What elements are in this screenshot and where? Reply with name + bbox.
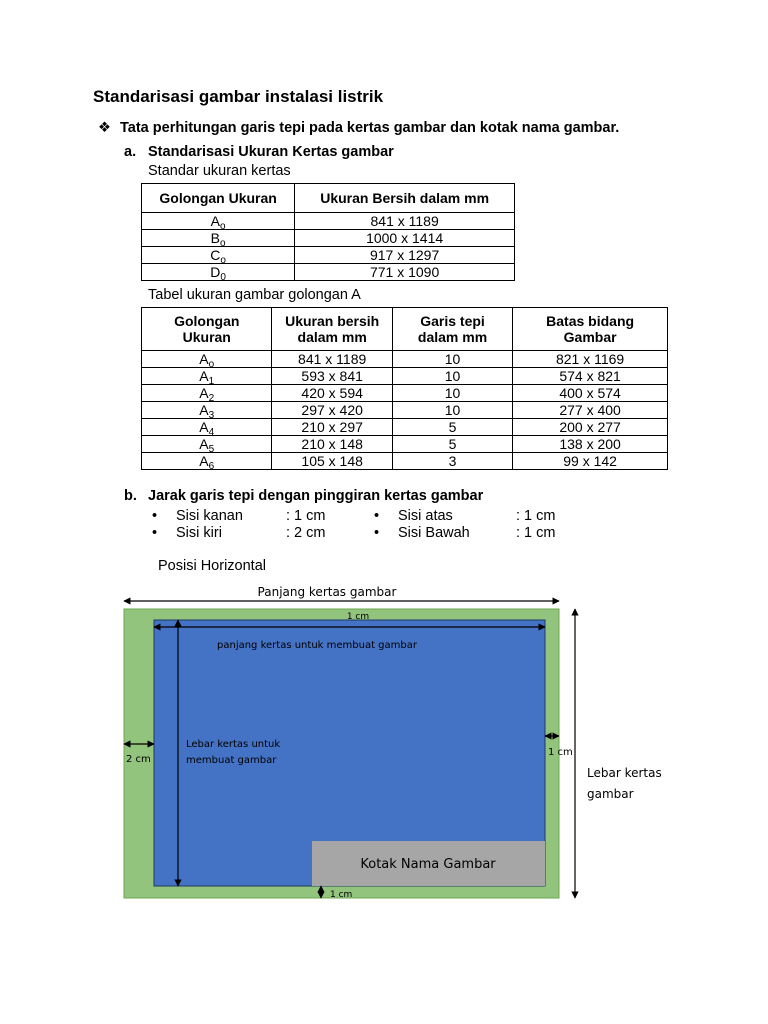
section-b-letter: b. <box>124 488 137 504</box>
table-cell-batas: 277 x 400 <box>513 402 668 419</box>
table-cell-ukuran: 771 x 1090 <box>295 264 515 281</box>
table-cell-garis-tepi: 3 <box>392 453 512 470</box>
drawing-width-label-1: Lebar kertas untuk <box>186 739 281 750</box>
paper-width-label-1: Lebar kertas <box>587 766 662 780</box>
drawing-length-label: panjang kertas untuk membuat gambar <box>217 640 417 651</box>
table-cell-ukuran: 1000 x 1414 <box>295 230 515 247</box>
table-cell-golongan: $A_6$ <box>142 453 272 470</box>
table-cell-batas: 99 x 142 <box>513 453 668 470</box>
table-cell-batas: 574 x 821 <box>513 368 668 385</box>
diamond-bullet-icon: ❖ <box>98 120 111 136</box>
list-item-label: Sisi kanan <box>176 508 243 524</box>
table-cell-golongan: $A_o$ <box>142 213 295 230</box>
section-a-letter: a. <box>124 144 137 160</box>
table-cell-golongan: $A_2$ <box>142 385 272 402</box>
bottom-margin-label: 1 cm <box>330 890 353 900</box>
paper-length-label: Panjang kertas gambar <box>257 585 397 599</box>
table2-header: Golongan Ukuran <box>142 308 272 351</box>
section-b-title: Jarak garis tepi dengan pinggiran kertas gambar <box>148 488 484 504</box>
table2-header: Ukuran bersih dalam mm <box>272 308 392 351</box>
table-cell-batas: 821 x 1169 <box>513 351 668 368</box>
bullet-icon: • <box>374 508 380 524</box>
table-cell-golongan: $A_3$ <box>142 402 272 419</box>
section-a-title: Standarisasi Ukuran Kertas gambar <box>148 144 394 160</box>
table-cell-garis-tepi: 10 <box>392 351 512 368</box>
drawing-width-label-2: membuat gambar <box>186 755 277 766</box>
left-margin-label: 2 cm <box>126 754 151 765</box>
title-block-label: Kotak Nama Gambar <box>360 857 496 872</box>
table-cell-batas: 138 x 200 <box>513 436 668 453</box>
bullet-icon: • <box>152 525 158 541</box>
table-cell-ukuran: 210 x 148 <box>272 436 392 453</box>
list-item-value: : 2 cm <box>286 525 326 541</box>
table-cell-garis-tepi: 10 <box>392 368 512 385</box>
paper-width-label-2: gambar <box>587 787 634 801</box>
main-bullet-text: Tata perhitungan garis tepi pada kertas gambar dan kotak nama gambar. <box>120 120 620 136</box>
list-item-label: Sisi kiri <box>176 525 222 541</box>
list-item-value: : 1 cm <box>286 508 326 524</box>
list-item-value: : 1 cm <box>516 508 556 524</box>
table-cell-ukuran: 105 x 148 <box>272 453 392 470</box>
list-item-value: : 1 cm <box>516 525 556 541</box>
table-cell-garis-tepi: 5 <box>392 436 512 453</box>
table-cell-ukuran: 420 x 594 <box>272 385 392 402</box>
table2-header: Batas bidang Gambar <box>513 308 668 351</box>
table1-header-golongan: Golongan Ukuran <box>142 184 295 213</box>
bullet-icon: • <box>374 525 380 541</box>
table2-caption: Tabel ukuran gambar golongan A <box>148 287 361 303</box>
table-cell-golongan: $C_o$ <box>142 247 295 264</box>
diagram-caption: Posisi Horizontal <box>158 558 266 574</box>
table-cell-garis-tepi: 5 <box>392 419 512 436</box>
table-cell-golongan: $A_4$ <box>142 419 272 436</box>
table-cell-golongan: $B_o$ <box>142 230 295 247</box>
list-item-label: Sisi Bawah <box>398 525 470 541</box>
table-cell-ukuran: 210 x 297 <box>272 419 392 436</box>
table-cell-ukuran: 917 x 1297 <box>295 247 515 264</box>
table-cell-ukuran: 841 x 1189 <box>272 351 392 368</box>
table-cell-garis-tepi: 10 <box>392 402 512 419</box>
table2-header: Garis tepi dalam mm <box>392 308 512 351</box>
table-cell-golongan: $A_5$ <box>142 436 272 453</box>
list-item-label: Sisi atas <box>398 508 453 524</box>
table-cell-batas: 200 x 277 <box>513 419 668 436</box>
table1-header-ukuran: Ukuran Bersih dalam mm <box>295 184 515 213</box>
table-cell-golongan: $A_1$ <box>142 368 272 385</box>
table-cell-golongan: $A_o$ <box>142 351 272 368</box>
table-cell-ukuran: 593 x 841 <box>272 368 392 385</box>
right-margin-label: 1 cm <box>548 747 573 758</box>
table-cell-batas: 400 x 574 <box>513 385 668 402</box>
page-title: Standarisasi gambar instalasi listrik <box>93 87 384 106</box>
bullet-icon: • <box>152 508 158 524</box>
table-cell-garis-tepi: 10 <box>392 385 512 402</box>
table-cell-ukuran: 297 x 420 <box>272 402 392 419</box>
table-cell-golongan: $D_0$ <box>142 264 295 281</box>
table1-caption: Standar ukuran kertas <box>148 163 291 179</box>
top-margin-label: 1 cm <box>346 612 370 622</box>
table-cell-ukuran: 841 x 1189 <box>295 213 515 230</box>
